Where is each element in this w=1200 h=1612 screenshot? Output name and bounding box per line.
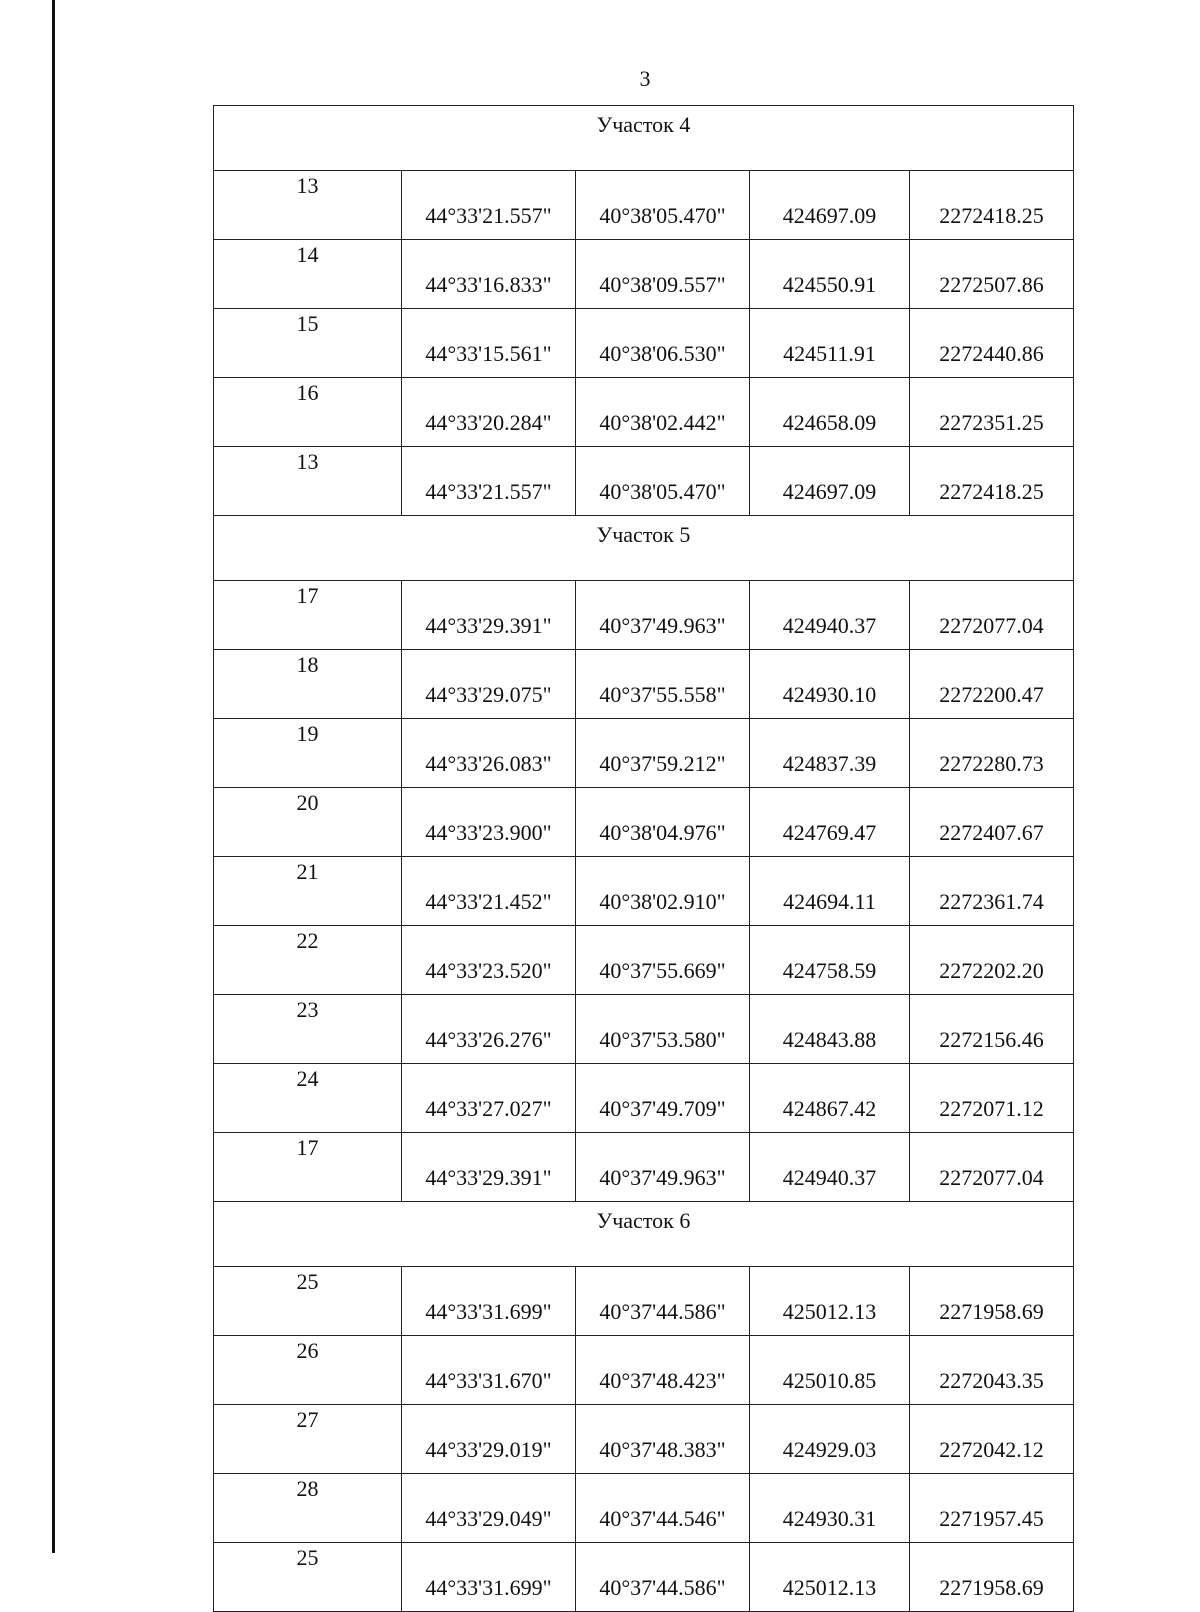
longitude-cell: 40°38'09.557" bbox=[576, 240, 750, 309]
point-number-cell: 25 bbox=[214, 1267, 402, 1336]
longitude-cell: 40°37'53.580" bbox=[576, 995, 750, 1064]
x-coordinate-cell: 424550.91 bbox=[750, 240, 910, 309]
table-row bbox=[214, 309, 1074, 378]
table-row bbox=[214, 1267, 1074, 1336]
y-coordinate-cell: 2272077.04 bbox=[910, 581, 1074, 650]
latitude-cell: 44°33'20.284" bbox=[402, 378, 576, 447]
latitude-cell: 44°33'29.391" bbox=[402, 581, 576, 650]
y-coordinate-cell: 2272407.67 bbox=[910, 788, 1074, 857]
latitude-cell: 44°33'29.019" bbox=[402, 1405, 576, 1474]
x-coordinate-cell: 425012.13 bbox=[750, 1267, 910, 1336]
table-row bbox=[214, 171, 1074, 240]
table-row bbox=[214, 857, 1074, 926]
section-header-row bbox=[214, 106, 1074, 171]
point-number-cell: 26 bbox=[214, 1336, 402, 1405]
y-coordinate-cell: 2272418.25 bbox=[910, 171, 1074, 240]
left-margin-rule bbox=[52, 0, 55, 1553]
longitude-cell: 40°37'59.212" bbox=[576, 719, 750, 788]
x-coordinate-cell: 424940.37 bbox=[750, 1133, 910, 1202]
y-coordinate-cell: 2272156.46 bbox=[910, 995, 1074, 1064]
table-row bbox=[214, 240, 1074, 309]
x-coordinate-cell: 424940.37 bbox=[750, 581, 910, 650]
longitude-cell: 40°37'49.963" bbox=[576, 581, 750, 650]
table-row bbox=[214, 1133, 1074, 1202]
x-coordinate-cell: 424930.10 bbox=[750, 650, 910, 719]
longitude-cell: 40°38'06.530" bbox=[576, 309, 750, 378]
section-title: Участок 4 bbox=[214, 106, 1074, 171]
point-number-cell: 14 bbox=[214, 240, 402, 309]
latitude-cell: 44°33'23.900" bbox=[402, 788, 576, 857]
point-number-cell: 19 bbox=[214, 719, 402, 788]
latitude-cell: 44°33'26.276" bbox=[402, 995, 576, 1064]
y-coordinate-cell: 2272071.12 bbox=[910, 1064, 1074, 1133]
y-coordinate-cell: 2272440.86 bbox=[910, 309, 1074, 378]
longitude-cell: 40°37'55.669" bbox=[576, 926, 750, 995]
table-row bbox=[214, 995, 1074, 1064]
section-title: Участок 5 bbox=[214, 516, 1074, 581]
point-number-cell: 24 bbox=[214, 1064, 402, 1133]
table-row bbox=[214, 1064, 1074, 1133]
y-coordinate-cell: 2271958.69 bbox=[910, 1543, 1074, 1612]
point-number-cell: 17 bbox=[214, 1133, 402, 1202]
y-coordinate-cell: 2272202.20 bbox=[910, 926, 1074, 995]
y-coordinate-cell: 2272351.25 bbox=[910, 378, 1074, 447]
latitude-cell: 44°33'23.520" bbox=[402, 926, 576, 995]
coordinates-table bbox=[213, 105, 1074, 1612]
point-number-cell: 20 bbox=[214, 788, 402, 857]
section-header-row bbox=[214, 1202, 1074, 1267]
x-coordinate-cell: 424837.39 bbox=[750, 719, 910, 788]
point-number-cell: 23 bbox=[214, 995, 402, 1064]
point-number-cell: 27 bbox=[214, 1405, 402, 1474]
point-number-cell: 21 bbox=[214, 857, 402, 926]
y-coordinate-cell: 2272507.86 bbox=[910, 240, 1074, 309]
x-coordinate-cell: 424843.88 bbox=[750, 995, 910, 1064]
y-coordinate-cell: 2272042.12 bbox=[910, 1405, 1074, 1474]
x-coordinate-cell: 424769.47 bbox=[750, 788, 910, 857]
x-coordinate-cell: 425012.13 bbox=[750, 1543, 910, 1612]
latitude-cell: 44°33'27.027" bbox=[402, 1064, 576, 1133]
point-number-cell: 16 bbox=[214, 378, 402, 447]
table-row bbox=[214, 378, 1074, 447]
latitude-cell: 44°33'15.561" bbox=[402, 309, 576, 378]
y-coordinate-cell: 2271957.45 bbox=[910, 1474, 1074, 1543]
y-coordinate-cell: 2272077.04 bbox=[910, 1133, 1074, 1202]
x-coordinate-cell: 424694.11 bbox=[750, 857, 910, 926]
y-coordinate-cell: 2271958.69 bbox=[910, 1267, 1074, 1336]
point-number-cell: 13 bbox=[214, 447, 402, 516]
longitude-cell: 40°37'48.383" bbox=[576, 1405, 750, 1474]
table-row bbox=[214, 1405, 1074, 1474]
page-number: 3 bbox=[639, 66, 651, 91]
table-row bbox=[214, 581, 1074, 650]
x-coordinate-cell: 424867.42 bbox=[750, 1064, 910, 1133]
longitude-cell: 40°38'04.976" bbox=[576, 788, 750, 857]
point-number-cell: 22 bbox=[214, 926, 402, 995]
latitude-cell: 44°33'29.049" bbox=[402, 1474, 576, 1543]
latitude-cell: 44°33'31.699" bbox=[402, 1267, 576, 1336]
y-coordinate-cell: 2272418.25 bbox=[910, 447, 1074, 516]
latitude-cell: 44°33'16.833" bbox=[402, 240, 576, 309]
longitude-cell: 40°38'05.470" bbox=[576, 447, 750, 516]
longitude-cell: 40°38'02.910" bbox=[576, 857, 750, 926]
longitude-cell: 40°37'48.423" bbox=[576, 1336, 750, 1405]
latitude-cell: 44°33'29.075" bbox=[402, 650, 576, 719]
table-row bbox=[214, 1336, 1074, 1405]
longitude-cell: 40°37'44.586" bbox=[576, 1543, 750, 1612]
latitude-cell: 44°33'29.391" bbox=[402, 1133, 576, 1202]
x-coordinate-cell: 425010.85 bbox=[750, 1336, 910, 1405]
x-coordinate-cell: 424930.31 bbox=[750, 1474, 910, 1543]
table-row bbox=[214, 447, 1074, 516]
table-row bbox=[214, 719, 1074, 788]
section-header-row bbox=[214, 516, 1074, 581]
x-coordinate-cell: 424658.09 bbox=[750, 378, 910, 447]
coordinates-table-body bbox=[214, 106, 1074, 1612]
longitude-cell: 40°37'49.709" bbox=[576, 1064, 750, 1133]
longitude-cell: 40°37'44.546" bbox=[576, 1474, 750, 1543]
point-number-cell: 17 bbox=[214, 581, 402, 650]
table-row bbox=[214, 926, 1074, 995]
latitude-cell: 44°33'21.452" bbox=[402, 857, 576, 926]
x-coordinate-cell: 424758.59 bbox=[750, 926, 910, 995]
y-coordinate-cell: 2272043.35 bbox=[910, 1336, 1074, 1405]
point-number-cell: 15 bbox=[214, 309, 402, 378]
latitude-cell: 44°33'31.699" bbox=[402, 1543, 576, 1612]
table-row bbox=[214, 1474, 1074, 1543]
x-coordinate-cell: 424929.03 bbox=[750, 1405, 910, 1474]
x-coordinate-cell: 424697.09 bbox=[750, 171, 910, 240]
y-coordinate-cell: 2272361.74 bbox=[910, 857, 1074, 926]
longitude-cell: 40°37'44.586" bbox=[576, 1267, 750, 1336]
latitude-cell: 44°33'26.083" bbox=[402, 719, 576, 788]
x-coordinate-cell: 424511.91 bbox=[750, 309, 910, 378]
y-coordinate-cell: 2272200.47 bbox=[910, 650, 1074, 719]
section-title: Участок 6 bbox=[214, 1202, 1074, 1267]
point-number-cell: 13 bbox=[214, 171, 402, 240]
point-number-cell: 18 bbox=[214, 650, 402, 719]
point-number-cell: 25 bbox=[214, 1543, 402, 1612]
y-coordinate-cell: 2272280.73 bbox=[910, 719, 1074, 788]
x-coordinate-cell: 424697.09 bbox=[750, 447, 910, 516]
point-number-cell: 28 bbox=[214, 1474, 402, 1543]
longitude-cell: 40°37'55.558" bbox=[576, 650, 750, 719]
longitude-cell: 40°37'49.963" bbox=[576, 1133, 750, 1202]
table-row bbox=[214, 788, 1074, 857]
longitude-cell: 40°38'02.442" bbox=[576, 378, 750, 447]
latitude-cell: 44°33'21.557" bbox=[402, 447, 576, 516]
table-row bbox=[214, 650, 1074, 719]
latitude-cell: 44°33'21.557" bbox=[402, 171, 576, 240]
latitude-cell: 44°33'31.670" bbox=[402, 1336, 576, 1405]
longitude-cell: 40°38'05.470" bbox=[576, 171, 750, 240]
